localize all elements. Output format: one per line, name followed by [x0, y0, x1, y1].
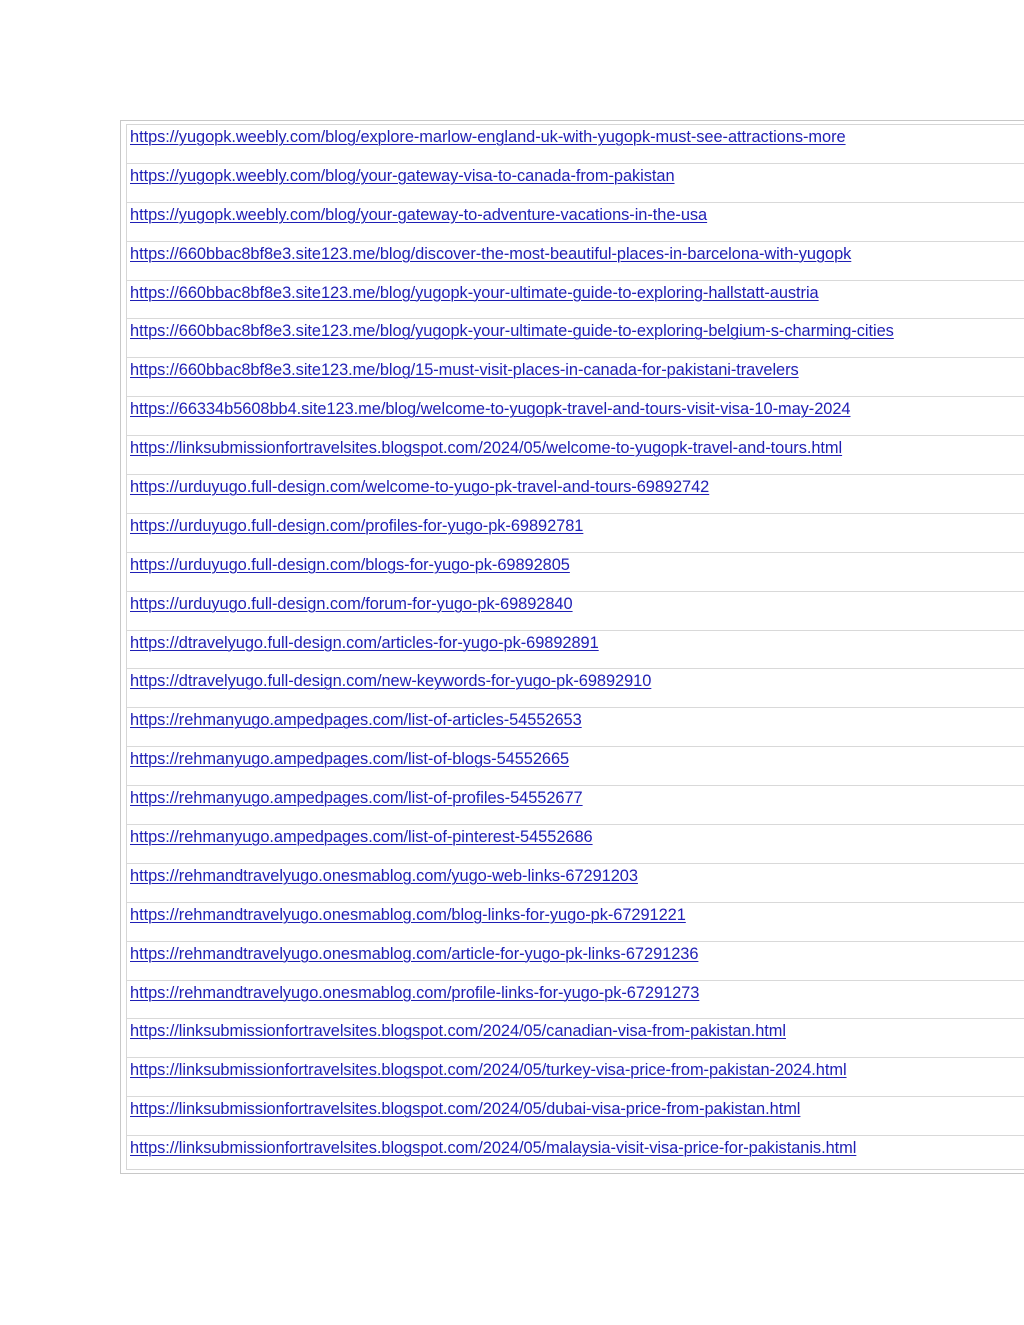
- url-link[interactable]: https://rehmandtravelyugo.onesmablog.com/yugo-web-links-67291203: [130, 866, 638, 885]
- url-link[interactable]: https://yugopk.weebly.com/blog/your-gateway-to-adventure-vacations-in-the-usa: [130, 205, 708, 224]
- url-link[interactable]: https://urduyugo.full-design.com/profiles-for-yugo-pk-69892781: [130, 516, 584, 535]
- table-row: [127, 669, 1024, 708]
- table-row: [127, 864, 1024, 903]
- table-row: [127, 786, 1024, 825]
- url-link[interactable]: https://660bbac8bf8e3.site123.me/blog/15-must-visit-places-in-canada-for-pakistani-travelers: [130, 361, 799, 380]
- url-link[interactable]: https://dtravelyugo.full-design.com/articles-for-yugo-pk-69892891: [130, 633, 599, 652]
- url-link[interactable]: https://urduyugo.full-design.com/welcome-to-yugo-pk-travel-and-tours-69892742: [130, 478, 710, 497]
- url-link[interactable]: https://660bbac8bf8e3.site123.me/blog/discover-the-most-beautiful-places-in-barcelona-with-yugopk: [130, 244, 852, 263]
- url-link[interactable]: https://660bbac8bf8e3.site123.me/blog/yugopk-your-ultimate-guide-to-exploring-belgium-s-charming-cities: [130, 322, 894, 341]
- table-row: [127, 708, 1024, 747]
- table-row: [127, 397, 1024, 436]
- url-link[interactable]: https://rehmanyugo.ampedpages.com/list-of-articles-54552653: [130, 711, 582, 730]
- url-link[interactable]: https://yugopk.weebly.com/blog/your-gateway-visa-to-canada-from-pakistan: [130, 166, 675, 185]
- table-row: [127, 631, 1024, 670]
- table-row: [127, 942, 1024, 981]
- url-link[interactable]: https://rehmanyugo.ampedpages.com/list-of-blogs-54552665: [130, 750, 570, 769]
- url-link[interactable]: https://urduyugo.full-design.com/blogs-for-yugo-pk-69892805: [130, 555, 570, 574]
- table-row: [127, 1019, 1024, 1058]
- url-link[interactable]: https://rehmanyugo.ampedpages.com/list-of-pinterest-54552686: [130, 828, 593, 847]
- table-row: [127, 319, 1024, 358]
- url-link[interactable]: https://rehmandtravelyugo.onesmablog.com/article-for-yugo-pk-links-67291236: [130, 944, 699, 963]
- table-row: [127, 281, 1024, 320]
- table-row: [127, 981, 1024, 1020]
- url-link[interactable]: https://linksubmissionfortravelsites.blogspot.com/2024/05/canadian-visa-from-pakistan.html: [130, 1022, 786, 1041]
- table-row: [127, 242, 1024, 281]
- url-link[interactable]: https://linksubmissionfortravelsites.blogspot.com/2024/05/dubai-visa-price-from-pakistan.html: [130, 1100, 801, 1119]
- table-row: [127, 125, 1024, 164]
- table-row: [127, 203, 1024, 242]
- table-row: [127, 553, 1024, 592]
- url-link[interactable]: https://66334b5608bb4.site123.me/blog/welcome-to-yugopk-travel-and-tours-visit-visa-10-may-2024: [130, 400, 851, 419]
- url-link[interactable]: https://dtravelyugo.full-design.com/new-keywords-for-yugo-pk-69892910: [130, 672, 652, 691]
- link-table-body: [126, 124, 1024, 1170]
- url-link[interactable]: https://660bbac8bf8e3.site123.me/blog/yugopk-your-ultimate-guide-to-exploring-hallstatt-austria: [130, 283, 819, 302]
- table-row: [127, 1097, 1024, 1136]
- url-link[interactable]: https://linksubmissionfortravelsites.blogspot.com/2024/05/welcome-to-yugopk-travel-and-tours.html: [130, 439, 843, 458]
- table-row: [127, 903, 1024, 942]
- table-row: [127, 825, 1024, 864]
- table-row: [127, 436, 1024, 475]
- table-row: [127, 1136, 1024, 1175]
- url-link[interactable]: https://urduyugo.full-design.com/forum-for-yugo-pk-69892840: [130, 594, 573, 613]
- url-link[interactable]: https://linksubmissionfortravelsites.blogspot.com/2024/05/malaysia-visit-visa-price-for-pakistanis.html: [130, 1139, 857, 1158]
- url-link[interactable]: https://yugopk.weebly.com/blog/explore-marlow-england-uk-with-yugopk-must-see-attractions-more: [130, 128, 846, 146]
- url-link[interactable]: https://rehmandtravelyugo.onesmablog.com/profile-links-for-yugo-pk-67291273: [130, 983, 700, 1002]
- table-row: [127, 1058, 1024, 1097]
- table-row: [127, 747, 1024, 786]
- table-row: [127, 514, 1024, 553]
- link-table: [120, 120, 1024, 1174]
- url-link[interactable]: https://linksubmissionfortravelsites.blogspot.com/2024/05/turkey-visa-price-from-pakistan-2024.html: [130, 1061, 847, 1080]
- url-link[interactable]: https://rehmandtravelyugo.onesmablog.com/blog-links-for-yugo-pk-67291221: [130, 905, 686, 924]
- table-row: [127, 358, 1024, 397]
- table-row: [127, 592, 1024, 631]
- table-row: [127, 164, 1024, 203]
- url-link[interactable]: https://rehmanyugo.ampedpages.com/list-of-profiles-54552677: [130, 789, 583, 808]
- table-row: [127, 475, 1024, 514]
